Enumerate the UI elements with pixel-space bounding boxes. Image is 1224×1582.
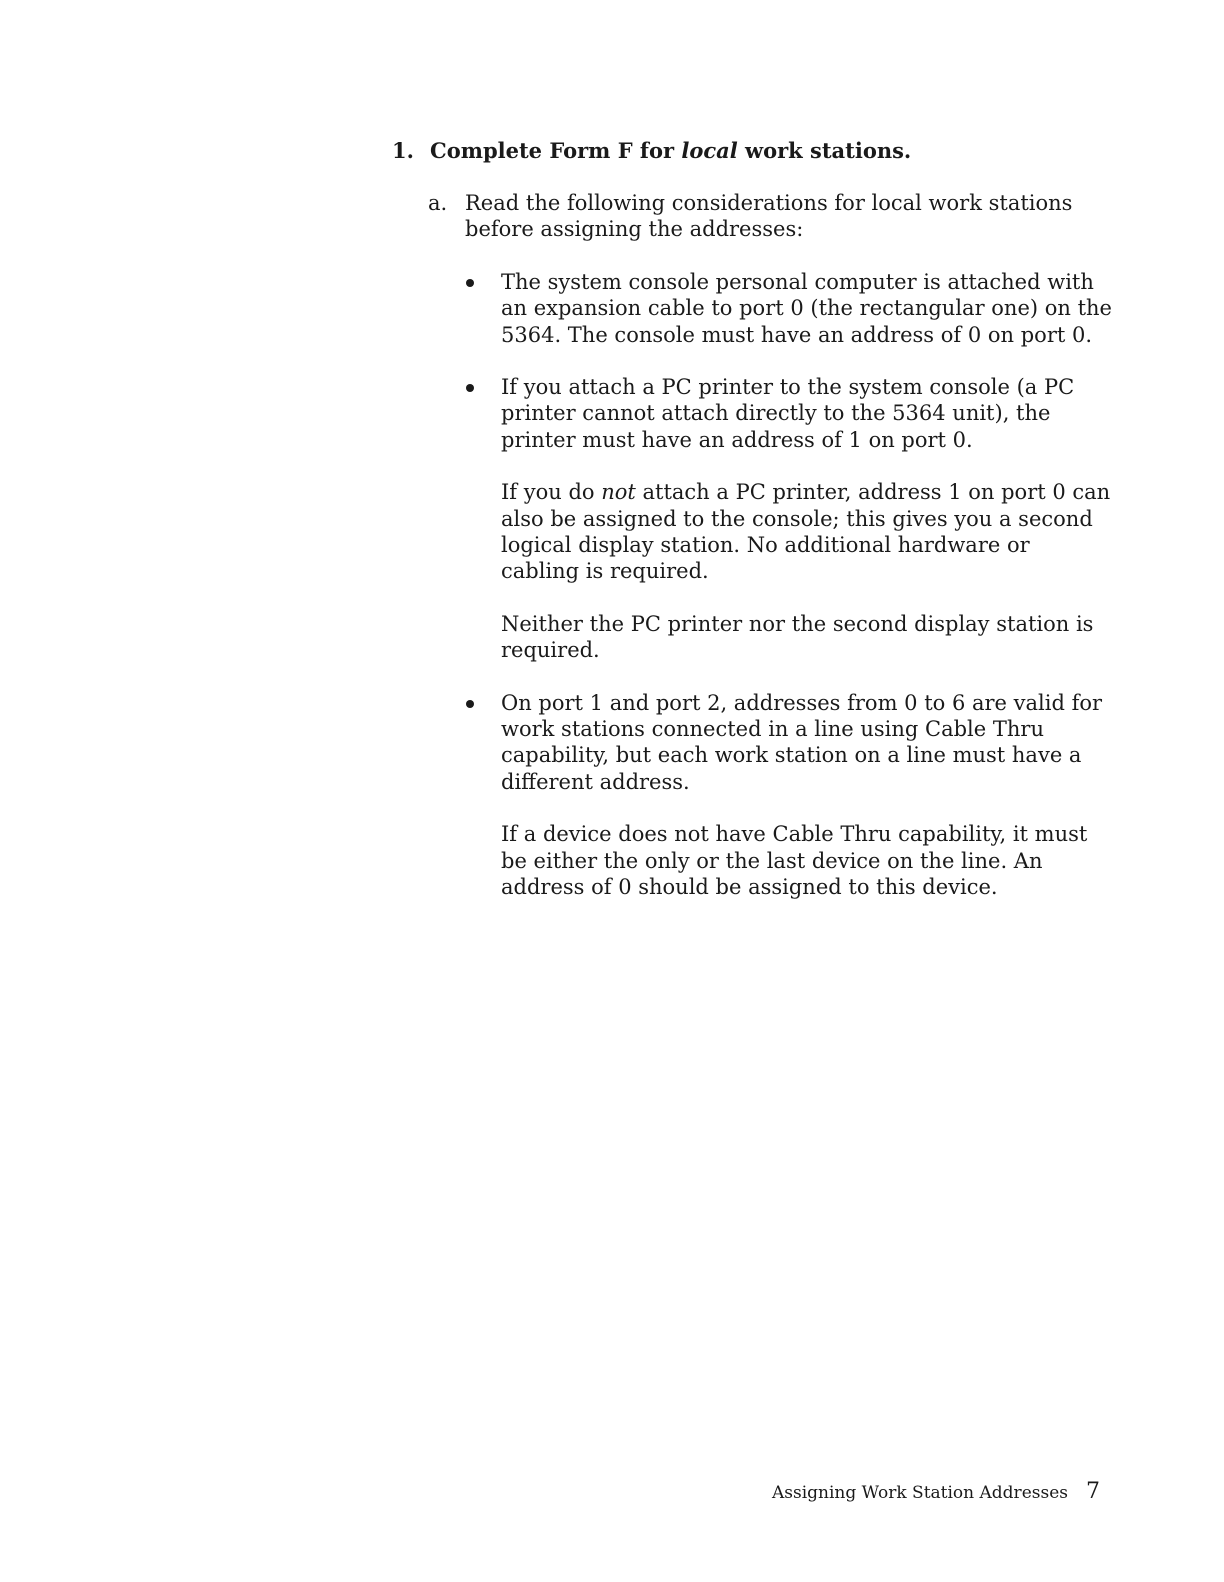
considerations-list — [463, 269, 1123, 900]
text-line: an expansion cable to port 0 (the rectangular one) on the — [501, 296, 1112, 321]
substep-letter: a. — [428, 191, 448, 215]
text-line: If you attach a PC printer to the system console (a PC — [501, 375, 1075, 400]
text-line: required. — [501, 638, 600, 663]
text-line: The system console personal computer is attached with — [501, 270, 1094, 294]
paragraph — [501, 690, 1123, 795]
list-item — [463, 269, 1123, 348]
text-emphasis: not — [601, 480, 636, 505]
list-item — [463, 374, 1123, 663]
substep-a — [428, 190, 1118, 243]
paragraph — [501, 374, 1123, 453]
text-line: be either the only or the last device on the line. An — [501, 848, 1043, 873]
page-number: 7 — [1085, 1479, 1100, 1504]
text-line: different address. — [501, 769, 690, 794]
substep-text — [465, 190, 1105, 243]
text-line: capability, but each work station on a line must have a — [501, 743, 1082, 768]
text-line: logical display station. No additional hardware or — [501, 532, 1030, 557]
text-line: cabling is required. — [501, 559, 709, 584]
bullet-icon — [466, 384, 474, 392]
substep-line: Read the following considerations for local work stations — [465, 191, 1073, 215]
text-line-part: attach a PC printer, address 1 on port 0 can — [635, 480, 1111, 505]
text-line: address of 0 should be assigned to this device. — [501, 874, 998, 899]
paragraph — [501, 479, 1123, 584]
text-line-part: If you do — [501, 480, 602, 505]
text-line: also be assigned to the console; this gives you a second — [501, 506, 1093, 531]
step-text-after: work stations. — [737, 138, 912, 163]
bullet-icon — [466, 279, 474, 287]
step-heading — [392, 136, 1112, 166]
text-line: work stations connected in a line using Cable Thru — [501, 717, 1044, 742]
substep-line: before assigning the addresses: — [465, 217, 804, 242]
text-line: printer cannot attach directly to the 5364 unit), the — [501, 401, 1051, 426]
paragraph — [501, 611, 1123, 664]
footer-title: Assigning Work Station Addresses — [772, 1483, 1068, 1503]
paragraph — [501, 269, 1123, 348]
step-text-before: Complete Form F for — [430, 138, 682, 163]
paragraph — [501, 821, 1123, 900]
step-number: 1. — [392, 138, 414, 163]
text-line: On port 1 and port 2, addresses from 0 to 6 are valid for — [501, 690, 1103, 715]
text-line: 5364. The console must have an address of 0 on port 0. — [501, 322, 1093, 347]
page-footer — [772, 1478, 1112, 1507]
text-line: If a device does not have Cable Thru capability, it must — [501, 822, 1088, 847]
text-line: printer must have an address of 1 on port 0. — [501, 427, 973, 452]
text-line: Neither the PC printer nor the second display station is — [501, 611, 1094, 636]
list-item — [463, 690, 1123, 900]
step-emphasis: local — [681, 138, 738, 163]
bullet-icon — [466, 700, 474, 708]
